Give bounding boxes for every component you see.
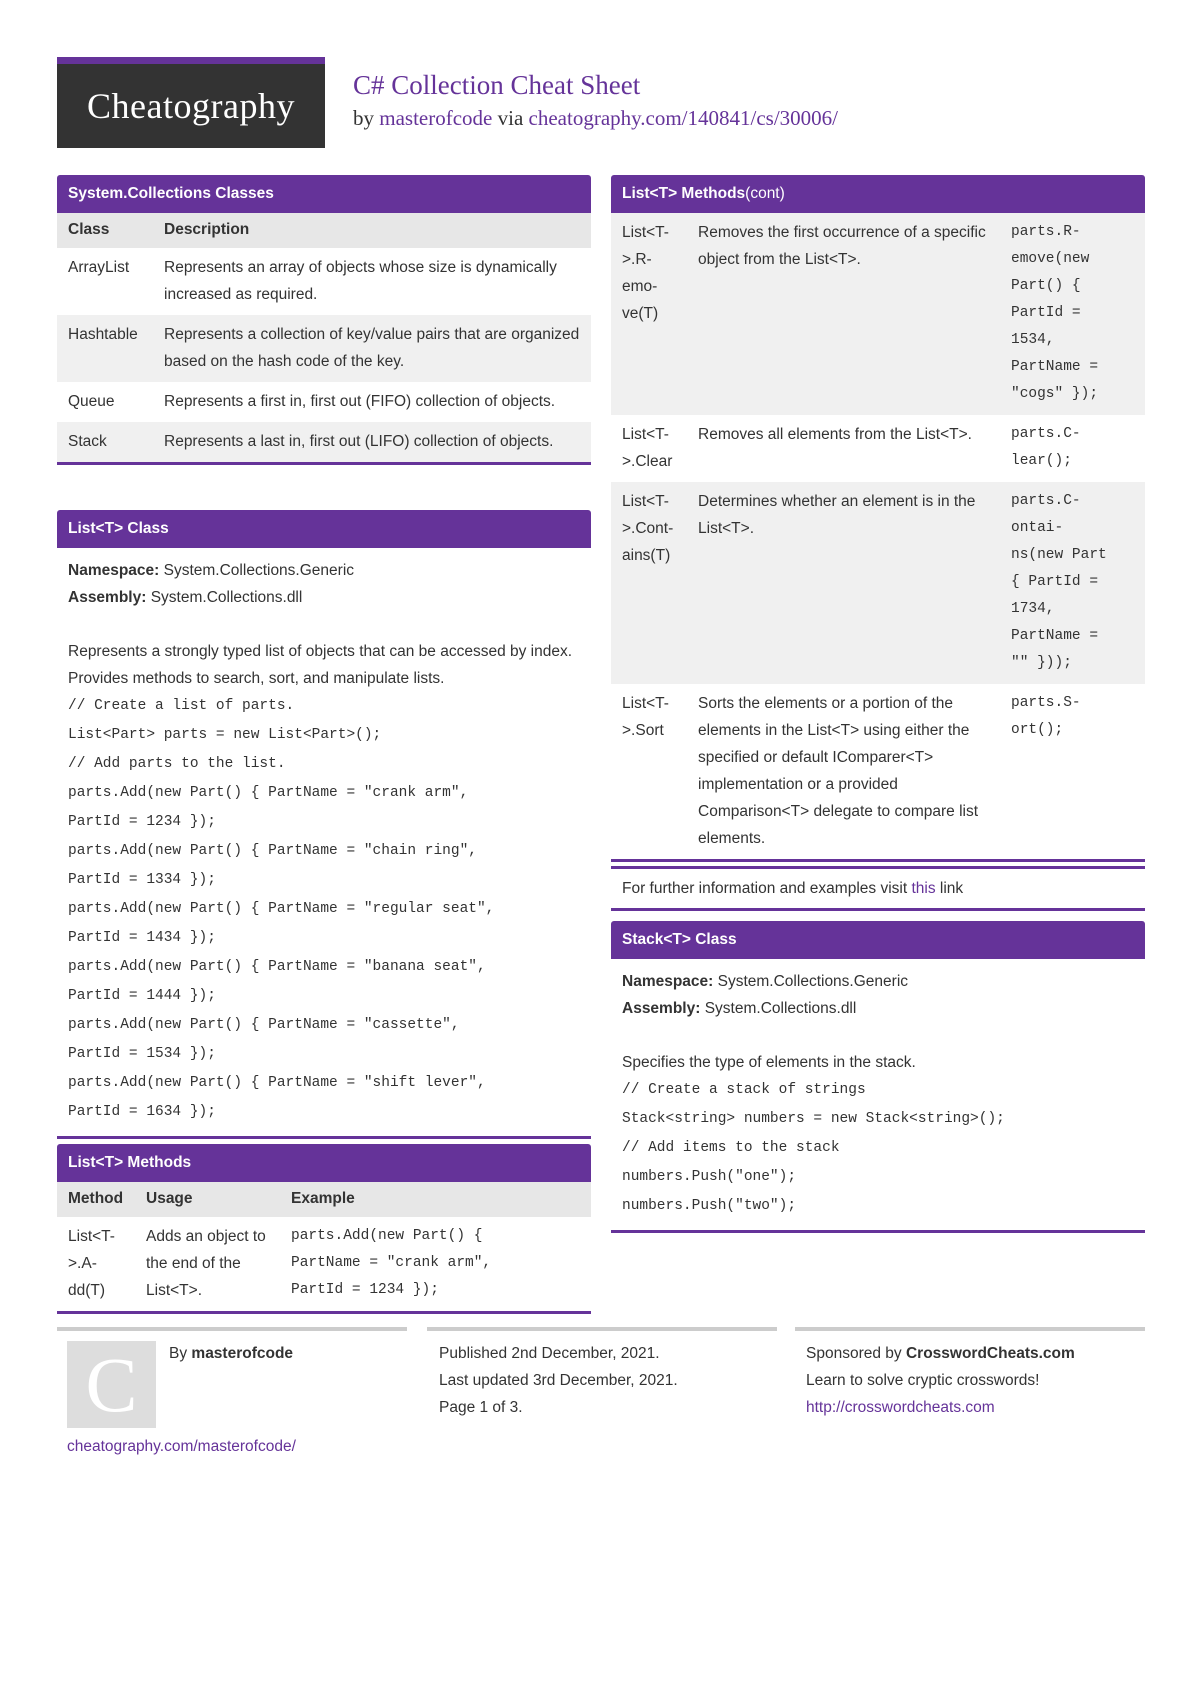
list-methods-table [57,1182,591,1311]
system-collections-panel [57,175,591,465]
example-line: "cogs" }); [1011,386,1099,402]
table-row [57,1217,591,1311]
list-class-body [57,548,591,1136]
example-line: emove(new [1011,251,1090,267]
panel-title: Stack<T> Class [611,921,1145,959]
byline-by: by [353,106,374,130]
method-line: List<T- [622,493,669,510]
byline [353,106,838,131]
list-methods-cont-panel [611,175,1145,862]
cell-usage: Sorts the elements or a portion of the elements in the List<T> using either the specified or default IComparer<T> implementation or a provided Comparison<T> delegate to compare list elements. [698,695,979,847]
table-row [611,684,1145,859]
panel-title-cont: (cont) [745,185,785,202]
table-row [611,415,1145,482]
code-block [622,1076,1134,1221]
further-info-prefix: For further information and examples visit [622,880,912,897]
sponsor-tagline: Learn to solve cryptic crosswords! [806,1372,1040,1389]
col-header-example: Example [291,1190,355,1207]
footer-author [169,1340,293,1367]
cell-class: Hashtable [68,326,138,343]
example-line: lear(); [1011,453,1072,469]
cell-method [611,684,687,859]
code-line: PartId = 1634 }); [68,1104,216,1120]
stack-class-body [611,959,1145,1230]
col-header-description: Description [164,221,250,238]
code-line: parts.Add(new Part() { PartName = "banana seat", [68,959,486,975]
code-line: Stack<string> numbers = new Stack<string>(); [622,1111,1005,1127]
namespace-label: Namespace: [68,562,160,579]
table-row [611,213,1145,415]
assembly-line [68,584,580,611]
byline-via: via [497,106,524,130]
panel-title: List<T> Class [57,510,591,548]
example-line: PartName = "crank arm", [291,1255,492,1271]
namespace-line [68,557,580,584]
further-info-link[interactable]: this [911,880,936,897]
sponsor-line [806,1340,1075,1367]
example-line: parts.C- [1011,493,1081,509]
assembly-line [622,995,1134,1022]
footer-author-name[interactable]: masterofcode [191,1345,294,1362]
panel-title-main: List<T> Methods [622,185,746,202]
cell-example [1000,684,1145,859]
assembly-value: System.Collections.dll [700,1000,857,1017]
stack-class-panel [611,921,1145,1233]
method-line: ains(T) [622,547,671,564]
panel-title: List<T> Methods [57,1144,591,1182]
cell-method [611,213,687,415]
table-row [57,382,591,422]
example-line: parts.C- [1011,426,1081,442]
code-line: PartId = 1334 }); [68,872,216,888]
namespace-label: Namespace: [622,973,714,990]
footer-divider [57,1327,407,1331]
example-line: PartName = [1011,628,1099,644]
method-line: >.A- [68,1255,97,1272]
system-collections-table [57,213,591,462]
method-line: >.Clear [622,453,673,470]
method-line: emo- [622,278,658,295]
table-row [57,422,591,462]
updated-date: Last updated 3rd December, 2021. [439,1372,678,1389]
cell-usage: Determines whether an element is in the List<T>. [698,493,976,537]
col-header-method: Method [68,1190,124,1207]
code-line: // Create a list of parts. [68,698,295,714]
cell-description: Represents an array of objects whose size is dynamically increased as required. [164,259,557,303]
col-header-usage: Usage [146,1190,193,1207]
code-line: numbers.Push("two"); [622,1198,797,1214]
table-row [611,482,1145,684]
namespace-line [622,968,1134,995]
example-line: PartId = [1011,305,1081,321]
code-line: parts.Add(new Part() { PartName = "crank arm", [68,785,469,801]
example-line: Part() { [1011,278,1081,294]
example-line: 1734, [1011,601,1055,617]
example-line: parts.R- [1011,224,1081,240]
assembly-label: Assembly: [68,589,147,606]
footer-author-url[interactable] [67,1433,296,1460]
example-line: 1534, [1011,332,1055,348]
sponsor-name[interactable]: CrosswordCheats.com [905,1345,1075,1362]
cell-example [1000,213,1145,415]
code-line: parts.Add(new Part() { PartName = "regular seat", [68,901,495,917]
code-line: PartId = 1534 }); [68,1046,216,1062]
cell-usage: Adds an object to the end of the List<T>. [146,1228,266,1299]
method-line: >.Cont- [622,520,674,537]
avatar-letter: C [85,1340,138,1428]
stack-class-description: Specifies the type of elements in the stack. [622,1054,916,1071]
example-line: PartName = [1011,359,1099,375]
published-date: Published 2nd December, 2021. [439,1345,660,1362]
method-line: List<T- [622,695,669,712]
table-header [57,213,591,248]
code-line: PartId = 1234 }); [68,814,216,830]
cell-example [1000,415,1145,482]
table-row [57,315,591,382]
code-line: parts.Add(new Part() { PartName = "cassette", [68,1017,460,1033]
footer-sponsor [806,1340,1075,1421]
assembly-label: Assembly: [622,1000,701,1017]
panel-title [611,175,1145,213]
cell-example [1000,482,1145,684]
code-line: // Add parts to the list. [68,756,286,772]
cell-usage: Removes all elements from the List<T>. [698,426,972,443]
method-line: ve(T) [622,305,659,322]
page-number: Page 1 of 3. [439,1399,523,1416]
example-line: ort(); [1011,722,1064,738]
namespace-value: System.Collections.Generic [713,973,909,990]
table-row [57,248,591,315]
footer-divider [795,1327,1145,1331]
code-line: PartId = 1434 }); [68,930,216,946]
method-line: List<T- [68,1228,115,1245]
cell-usage: Removes the first occurrence of a specific object from the List<T>. [698,224,986,268]
cell-class: ArrayList [68,259,130,276]
author-profile-link[interactable]: cheatography.com/masterofcode/ [67,1438,296,1455]
example-line: ns(new Part [1011,547,1107,563]
cell-class: Queue [68,393,115,410]
list-methods-panel [57,1144,591,1314]
method-line: dd(T) [68,1282,106,1299]
method-line: >.R- [622,251,652,268]
footer-publish-info [439,1340,678,1421]
namespace-value: System.Collections.Generic [159,562,355,579]
table-header [57,1182,591,1217]
further-info-panel [611,866,1145,911]
list-class-panel [57,510,591,1139]
code-line: PartId = 1444 }); [68,988,216,1004]
sheet-url-link[interactable]: cheatography.com/140841/cs/30006/ [528,106,839,130]
cell-method [57,1217,135,1311]
logo-text: Cheatography [87,86,295,126]
example-line: parts.S- [1011,695,1081,711]
sponsor-link[interactable]: http://crosswordcheats.com [806,1399,995,1416]
example-line: ontai- [1011,520,1064,536]
code-line: parts.Add(new Part() { PartName = "chain ring", [68,843,477,859]
cell-class: Stack [68,433,107,450]
cell-example [280,1217,591,1311]
code-line: numbers.Push("one"); [622,1169,797,1185]
cell-description: Represents a last in, first out (LIFO) collection of objects. [164,433,554,450]
cheatography-logo[interactable] [57,57,325,148]
cell-method [611,415,687,482]
list-class-description: Represents a strongly typed list of objects that can be accessed by index. Provides methods to search, sort, and manipulate lists. [68,643,573,687]
further-info-text [611,869,1145,908]
code-line: // Add items to the stack [622,1140,840,1156]
list-methods-cont-table [611,213,1145,859]
footer-by-prefix: By [169,1345,192,1362]
code-line: // Create a stack of strings [622,1082,866,1098]
author-link[interactable]: masterofcode [379,106,493,130]
author-avatar[interactable] [67,1341,156,1428]
cell-description: Represents a collection of key/value pairs that are organized based on the hash code of the key. [164,326,580,370]
example-line: { PartId = [1011,574,1099,590]
panel-title: System.Collections Classes [57,175,591,213]
cell-method [611,482,687,684]
code-line: parts.Add(new Part() { PartName = "shift lever", [68,1075,486,1091]
sponsor-prefix: Sponsored by [806,1345,906,1362]
page-title: C# Collection Cheat Sheet [353,70,641,100]
method-line: List<T- [622,224,669,241]
example-line: parts.Add(new Part() { [291,1228,483,1244]
code-line: List<Part> parts = new List<Part>(); [68,727,382,743]
footer-divider [427,1327,777,1331]
code-block [68,692,580,1127]
example-line: PartId = 1234 }); [291,1282,439,1298]
method-line: List<T- [622,426,669,443]
example-line: "" })); [1011,655,1072,671]
col-header-class: Class [68,221,110,238]
method-line: >.Sort [622,722,664,739]
assembly-value: System.Collections.dll [146,589,303,606]
further-info-suffix: link [935,880,964,897]
cell-description: Represents a first in, first out (FIFO) collection of objects. [164,393,556,410]
